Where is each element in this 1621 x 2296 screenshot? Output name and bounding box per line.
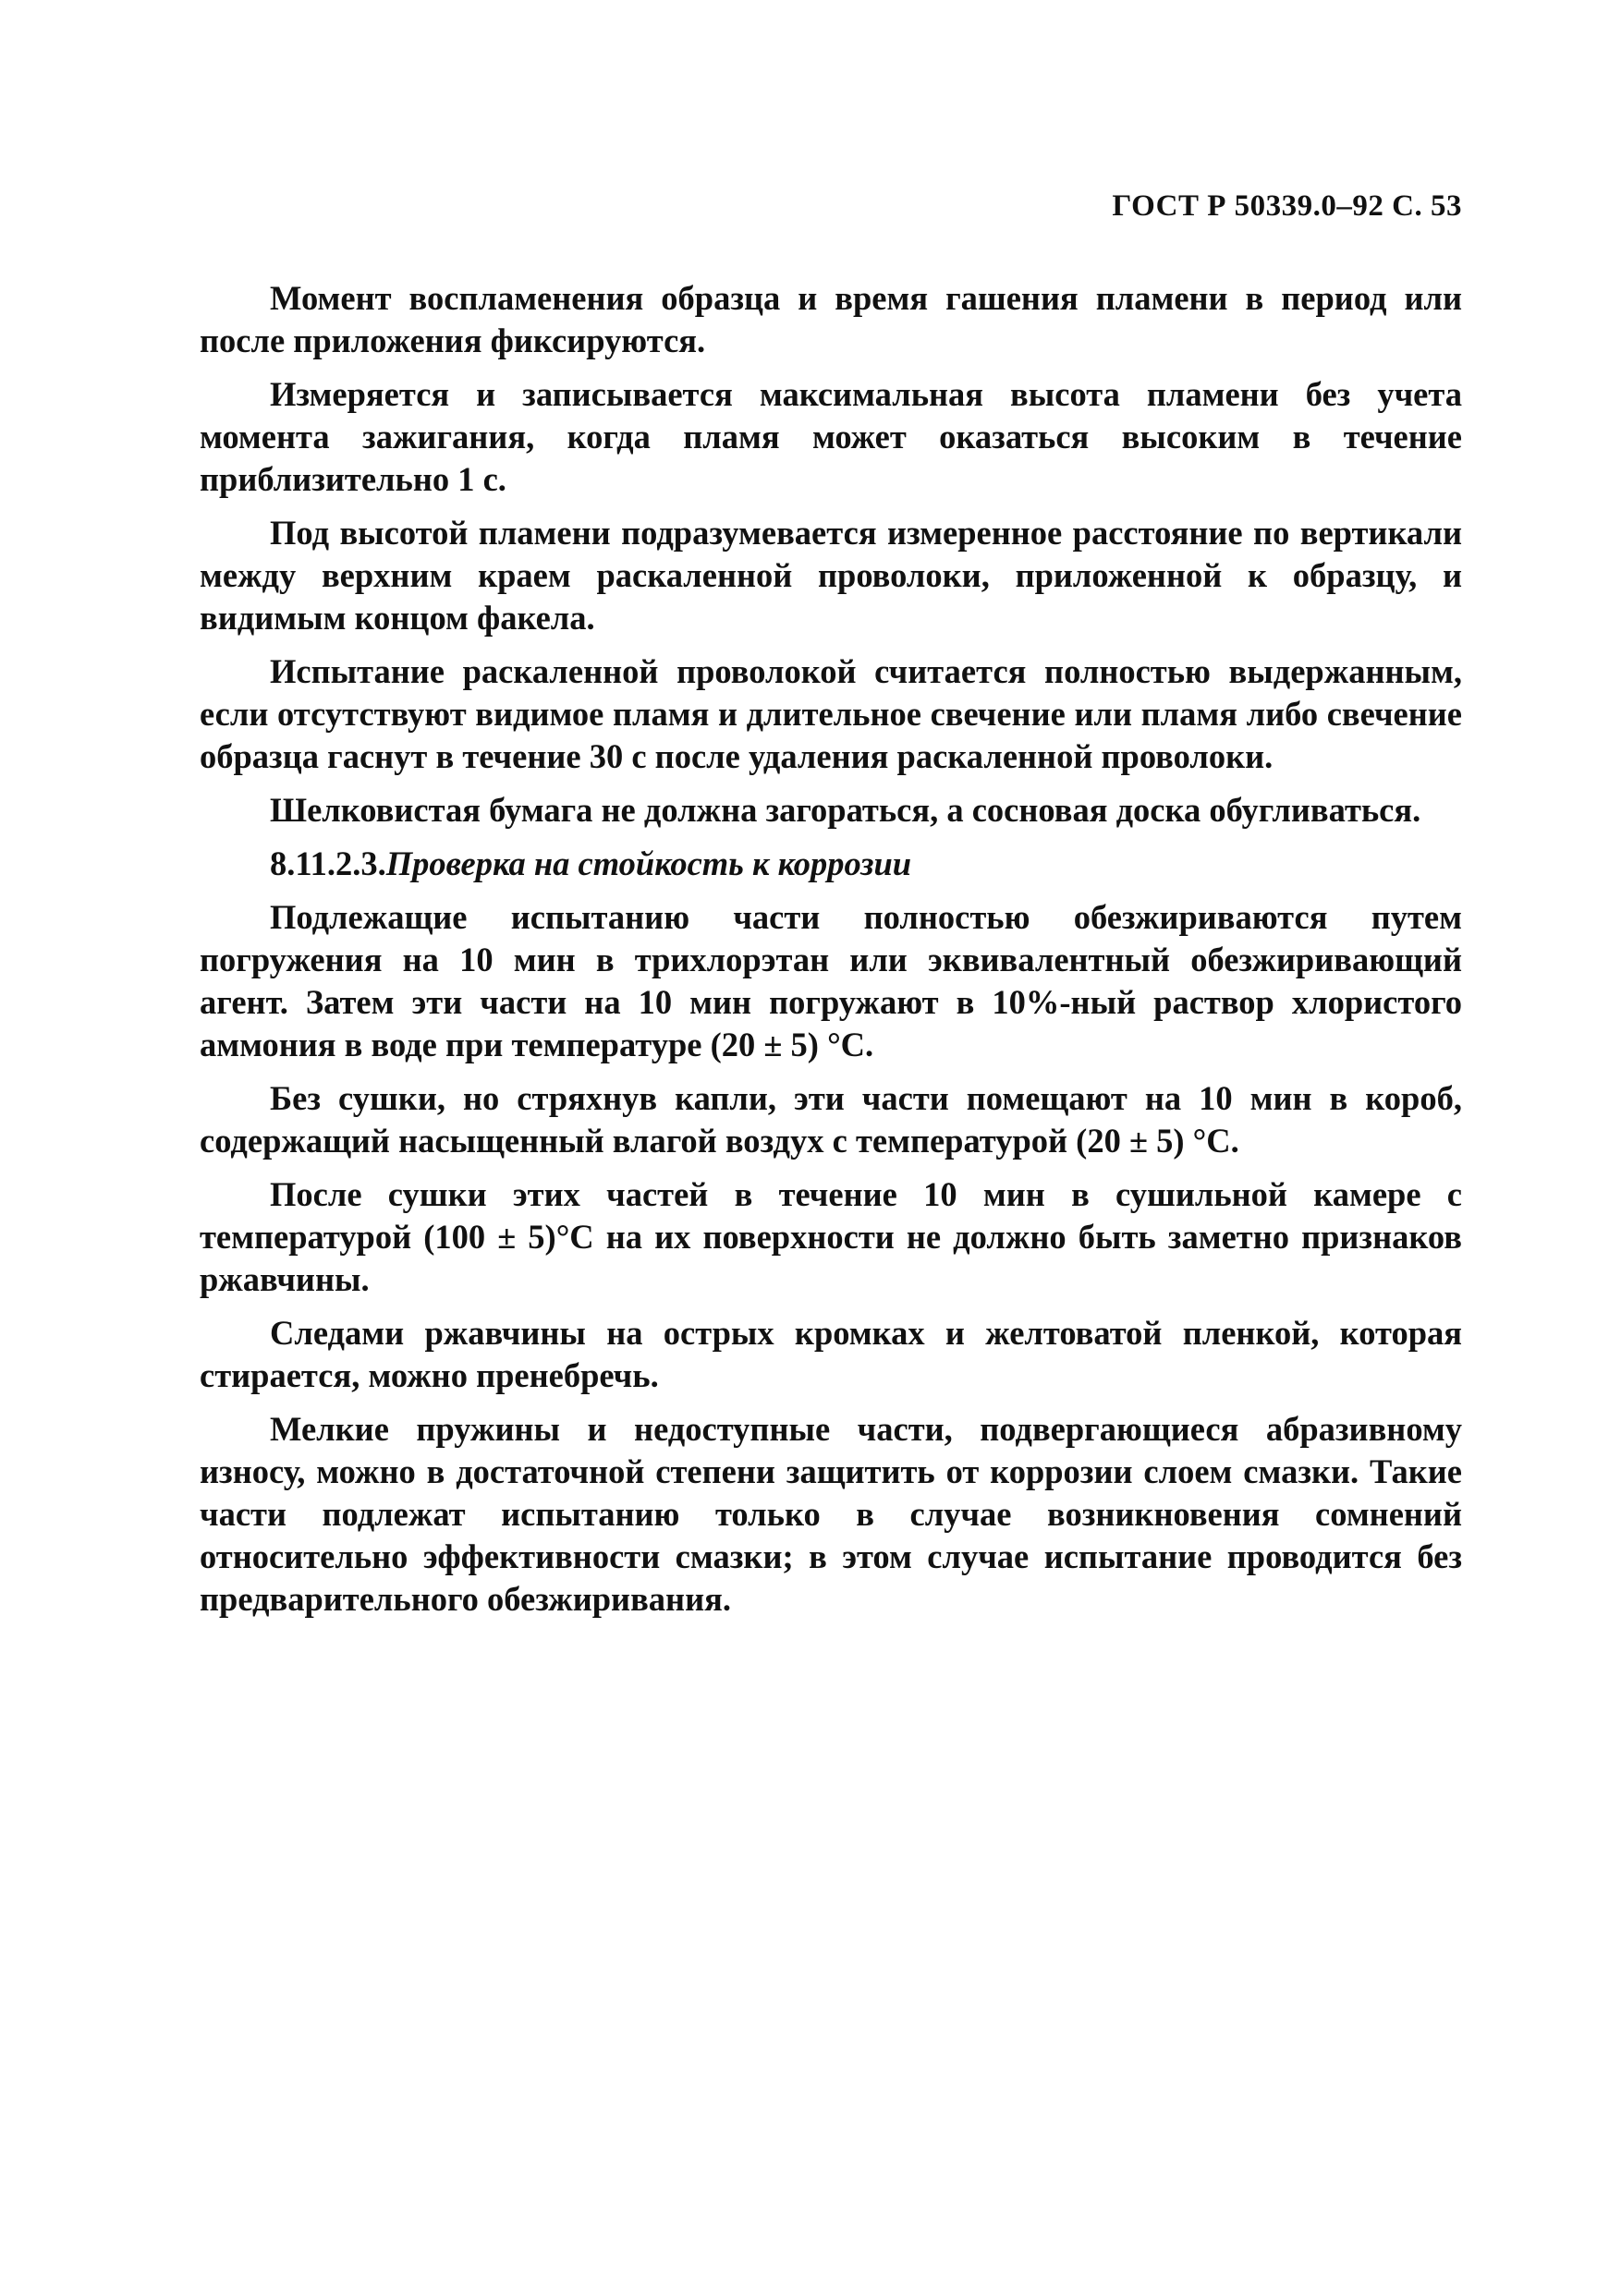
document-body — [200, 277, 1462, 1632]
paragraph-small-springs: Мелкие пружины и недоступные части, подвергающиеся абразивному износу, можно в достаточной степени защитить от коррозии слоем смазки. Такие части подлежат испытанию только в случае возникновения сомнений относительно эффективности смазки; в этом случае испытание проводится без предварительного обезжиривания. — [200, 1410, 1462, 1618]
paragraph-humid-box: Без сушки, но стряхнув капли, эти части помещают на 10 мин в короб, содержащий насыщенный влагой воздух с температурой (20 ± 5) °С. — [200, 1079, 1462, 1160]
running-header: ГОСТ Р 50339.0–92 С. 53 — [1112, 189, 1462, 223]
paragraph-glow-wire-pass: Испытание раскаленной проволокой считается полностью выдержанным, если отсутствуют видимое пламя и длительное свечение или пламя либо свечение образца гаснут в течение 30 с после удаления раскаленной проволоки. — [200, 652, 1462, 775]
paragraph-drying: После сушки этих частей в течение 10 мин в сушильной камере с температурой (100 ± 5)°С на их поверхности не должно быть заметно признаков ржавчины. — [200, 1175, 1462, 1298]
section-title: Проверка на стойкость к коррозии — [385, 844, 912, 882]
paragraph-flame-height-measure: Измеряется и записывается максимальная высота пламени без учета момента зажигания, когда пламя может оказаться высоким в течение приблизительно 1 с. — [200, 375, 1462, 498]
paragraph-degreasing: Подлежащие испытанию части полностью обезжириваются путем погружения на 10 мин в трихлорэтан или эквивалентный обезжиривающий агент. Затем эти части на 10 мин погружают в 10%-ный раствор хлористого аммония в воде при температуре (20 ± 5) °С. — [200, 898, 1462, 1063]
paragraph-flame-height-definition: Под высотой пламени подразумевается измеренное расстояние по вертикали между верхним краем раскаленной проволоки, приложенной к образцу, и видимым концом факела. — [200, 514, 1462, 637]
paragraph-rust-traces: Следами ржавчины на острых кромках и желтоватой пленкой, которая стирается, можно пренебречь. — [200, 1314, 1462, 1394]
section-number: 8.11.2.3. — [270, 844, 386, 882]
paragraph-tissue-paper: Шелковистая бумага не должна загораться, а сосновая доска обугливаться. — [270, 791, 1421, 829]
section-heading — [200, 843, 1462, 885]
paragraph-ignition-moment: Момент воспламенения образца и время гашения пламени в период или после приложения фиксируются. — [200, 279, 1462, 359]
